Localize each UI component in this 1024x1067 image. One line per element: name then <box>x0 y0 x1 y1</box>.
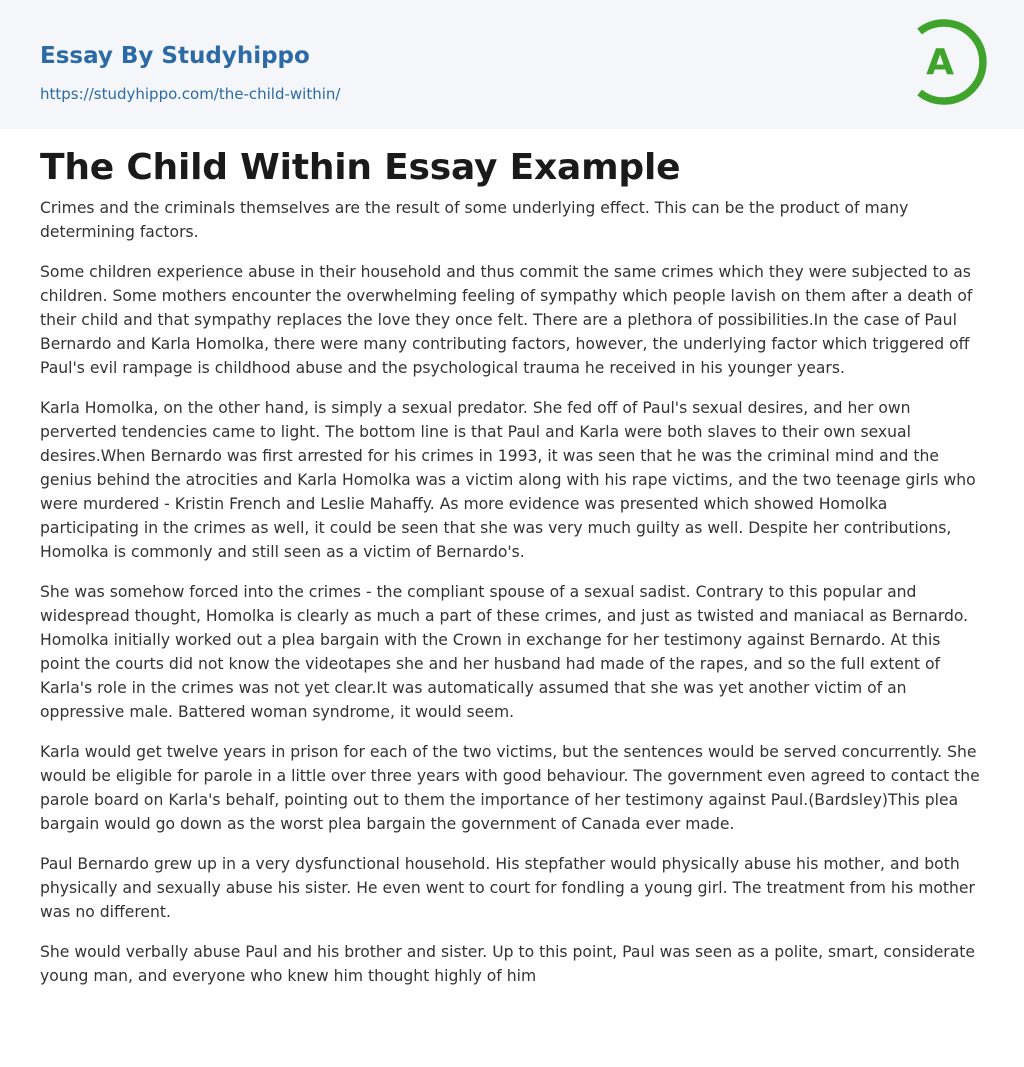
article-paragraph: Karla Homolka, on the other hand, is simply a sexual predator. She fed off of Paul's sexual desires, and her own perverted tendencies came to light. The bottom line is that Paul and Karla were both slaves to their own sexual desires.When Bernardo was first arrested for his crimes in 1993, it was seen that he was the criminal mind and the genius behind the atrocities and Karla Homolka was a victim along with his rape victims, and the two teenage girls who were murdered - Kristin French and Leslie Mahaffy. As more evidence was presented which showed Homolka participating in the crimes as well, it could be seen that she was very much guilty as well. Despite her contributions, Homolka is commonly and still seen as a victim of Bernardo's. <box>40 399 976 561</box>
page-title: The Child Within Essay Example <box>40 147 681 188</box>
studyhippo-logo-icon[interactable] <box>911 19 987 105</box>
logo-letter: A <box>926 42 954 83</box>
article-url-link[interactable]: https://studyhippo.com/the-child-within/ <box>40 85 341 103</box>
article-paragraph: Some children experience abuse in their household and thus commit the same crimes which they were subjected to as children. Some mothers encounter the overwhelming feeling of sympathy which people lavish on them after a death of their child and that sympathy replaces the love they once felt. There are a plethora of possibilities.In the case of Paul Bernardo and Karla Homolka, there were many contributing factors, however, the underlying factor which triggered off Paul's evil rampage is childhood abuse and the psychological trauma he received in his younger years. <box>40 263 973 377</box>
article-main <box>0 129 1024 988</box>
article-paragraph: Crimes and the criminals themselves are the result of some underlying effect. This can be the product of many determining factors. <box>40 199 909 241</box>
page-header <box>0 0 1024 129</box>
article-paragraph: She was somehow forced into the crimes - the compliant spouse of a sexual sadist. Contrary to this popular and widespread thought, Homolka is clearly as much a part of these crimes, and just as twisted and maniacal as Bernardo. Homolka initially worked out a plea bargain with the Crown in exchange for her testimony against Bernardo. At this point the courts did not know the videotapes she and her husband had made of the rapes, and so the full extent of Karla's role in the crimes was not yet clear.It was automatically assumed that she was yet another victim of an oppressive male. Battered woman syndrome, it would seem. <box>40 583 969 721</box>
article-paragraph: She would verbally abuse Paul and his brother and sister. Up to this point, Paul was seen as a polite, smart, considerate young man, and everyone who knew him thought highly of him <box>40 943 975 985</box>
article-paragraph: Karla would get twelve years in prison for each of the two victims, but the sentences would be served concurrently. She would be eligible for parole in a little over three years with good behaviour. The government even agreed to contact the parole board on Karla's behalf, pointing out to them the importance of her testimony against Paul.(Bardsley)This plea bargain would go down as the worst plea bargain the government of Canada ever made. <box>40 743 980 833</box>
article-body <box>40 196 984 988</box>
article-paragraph: Paul Bernardo grew up in a very dysfunctional household. His stepfather would physically abuse his mother, and both physically and sexually abuse his sister. He even went to court for fondling a young girl. The treatment from his mother was no different. <box>40 855 975 921</box>
site-brand[interactable]: Essay By Studyhippo <box>40 43 310 69</box>
